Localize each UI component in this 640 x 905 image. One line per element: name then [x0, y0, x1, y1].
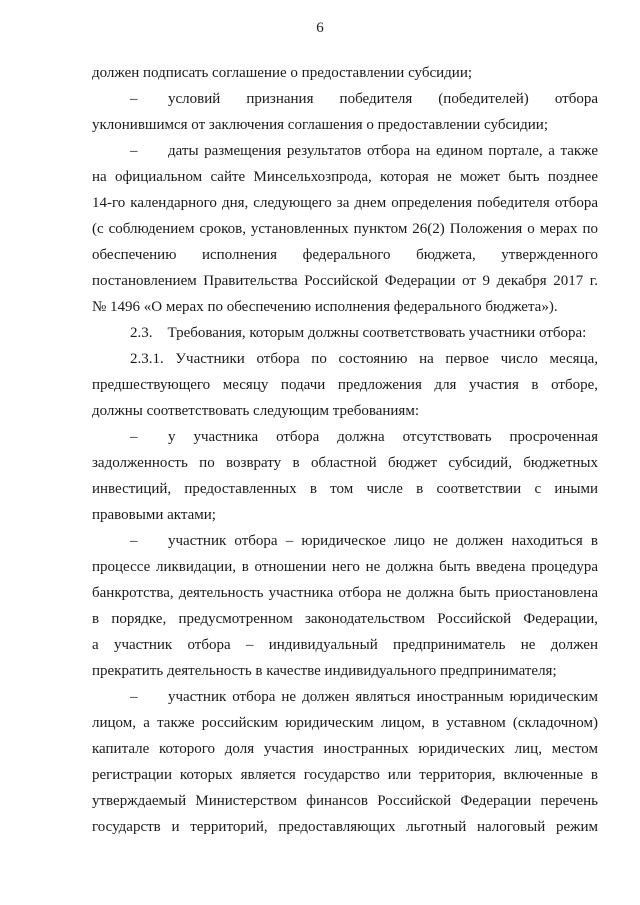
text-line: прекратить деятельность в качестве индивидуального предпринимателя; [92, 663, 557, 679]
text-line: лицом, а также российским юридическим лицом, в уставном (складочном) [92, 715, 598, 731]
text-line: должен подписать соглашение о предоставлении субсидии; [92, 65, 473, 81]
text-line: правовыми актами; [92, 507, 216, 523]
text-line: постановлением Правительства Российской Федерации от 9 декабря 2017 г. [92, 273, 598, 289]
text-line: процессе ликвидации, в отношении него не должна быть введена процедура [92, 559, 598, 575]
text-line: государств и территорий, предоставляющих льготный налоговый режим [92, 819, 598, 835]
text-line: даты размещения результатов отбора на едином портале, а также [168, 143, 598, 159]
text-line: банкротства, деятельность участника отбора не должна быть приостановлена [92, 585, 598, 601]
list-dash: – [130, 689, 138, 705]
text-line: задолженность по возврату в областной бюджет субсидий, бюджетных [92, 455, 598, 471]
text-line: (с соблюдением сроков, установленных пунктом 26(2) Положения о мерах по [92, 221, 598, 237]
text-line: № 1496 «О мерах по обеспечению исполнения федерального бюджета»). [92, 299, 558, 315]
section-heading: 2.3. Требования, которым должны соответствовать участники отбора: [130, 325, 587, 341]
list-dash: – [130, 533, 138, 549]
text-line: у участника отбора должна отсутствовать просроченная [168, 429, 598, 445]
list-dash: – [130, 143, 138, 159]
text-line: инвестиций, предоставленных в том числе в соответствии с иными [92, 481, 598, 497]
text-line: а участник отбора – индивидуальный предприниматель не должен [92, 637, 598, 653]
text-line: предшествующего месяцу подачи предложения для участия в отборе, [92, 377, 598, 393]
text-line: на официальном сайте Минсельхозпрода, которая не может быть позднее [92, 169, 598, 185]
text-line: в порядке, предусмотренном законодательством Российской Федерации, [92, 611, 598, 627]
text-line: участник отбора – юридическое лицо не должен находиться в [168, 533, 598, 549]
text-line: 14-го календарного дня, следующего за днем определения победителя отбора [92, 195, 598, 211]
text-line: условий признания победителя (победителей) отбора [168, 91, 598, 107]
page-number: 6 [316, 20, 324, 36]
text-line: утверждаемый Министерством финансов Российской Федерации перечень [92, 793, 598, 809]
text-line: должны соответствовать следующим требованиям: [92, 403, 419, 419]
list-dash: – [130, 429, 138, 445]
list-dash: – [130, 91, 138, 107]
text-line: уклонившимся от заключения соглашения о предоставлении субсидии; [92, 117, 548, 133]
text-line: обеспечению исполнения федерального бюджета, утвержденного [92, 247, 598, 263]
text-line: капитале которого доля участия иностранных юридических лиц, местом [92, 741, 598, 757]
text-line: 2.3.1. Участники отбора по состоянию на первое число месяца, [130, 351, 598, 367]
text-line: регистрации которых является государство или территория, включенные в [92, 767, 598, 783]
text-line: участник отбора не должен являться иностранным юридическим [168, 689, 598, 705]
